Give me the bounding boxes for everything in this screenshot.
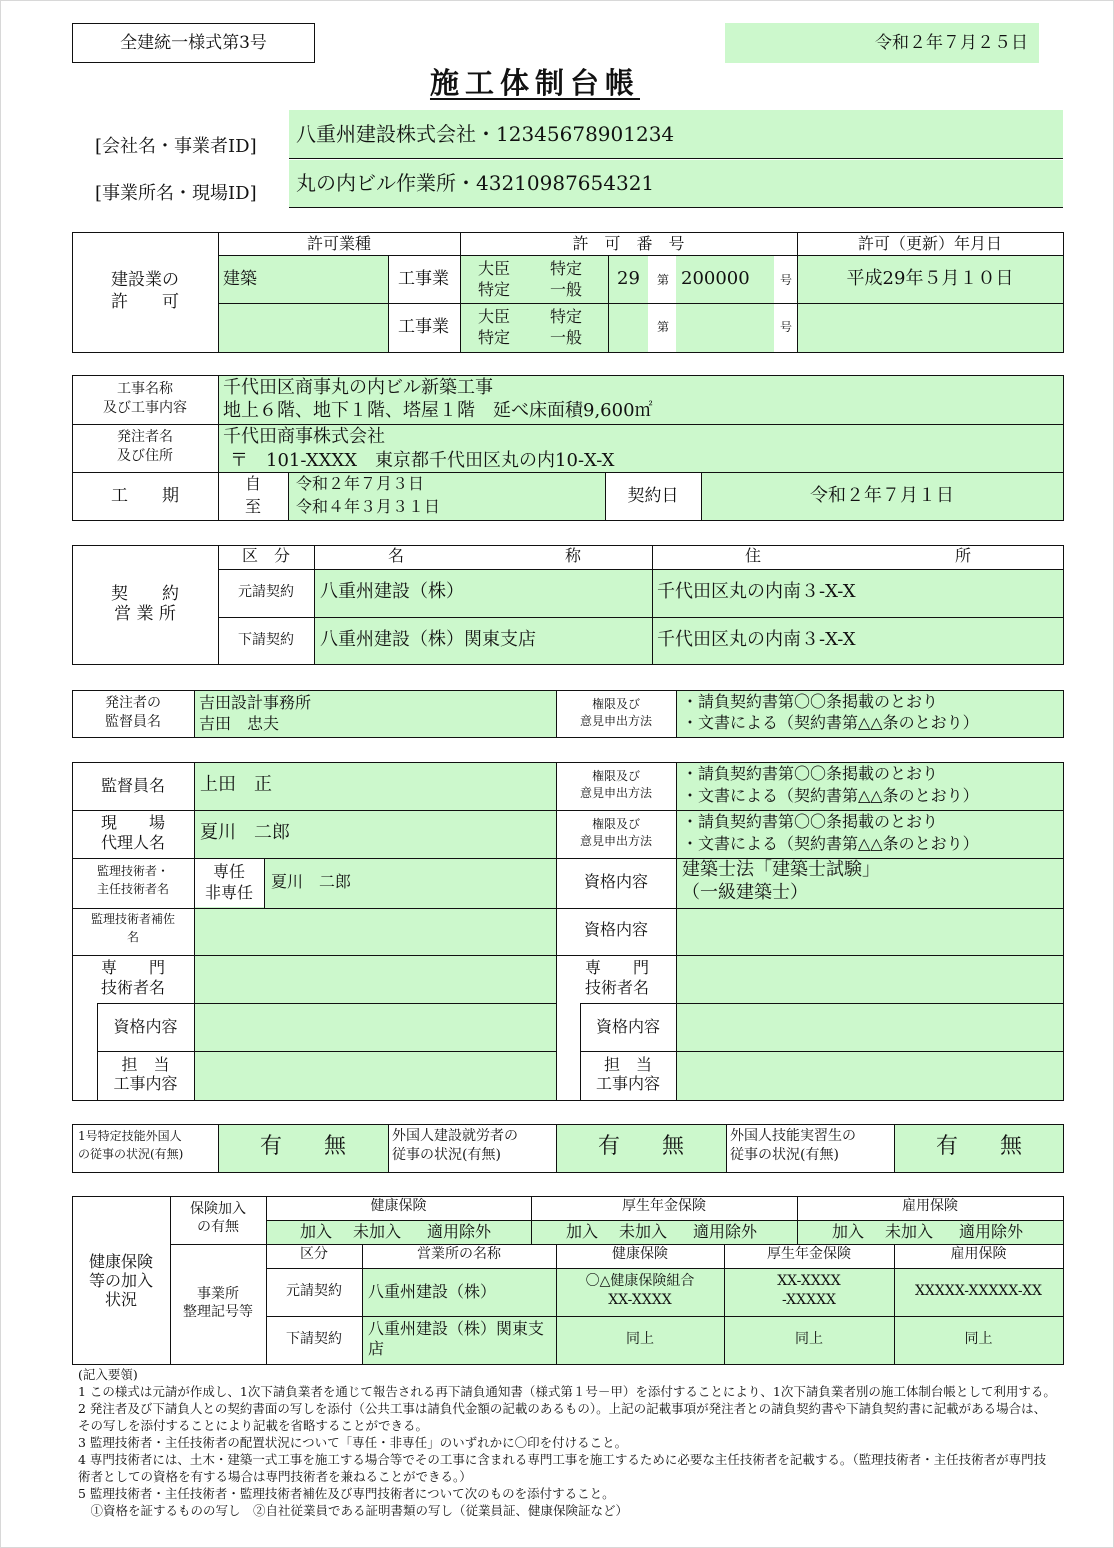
supervisor-name: 上田 正 bbox=[200, 774, 272, 795]
permit-col-date: 許可（更新）年月日 bbox=[857, 234, 1002, 253]
construction-content: 地上６階、地下１階、塔屋１階 延べ床面積9,600㎡ bbox=[223, 400, 653, 421]
instructions: (記入要領) 1 この様式は元請が作成し、1次下請負業者を通じて報告される再下請負通知書（様式第１号－甲）を添付することにより、1次下請負業者別の施工体制台帳として利用する。 2 発注者及び下請負人との契約書面の写しを添付（公共工事は請負代金額の記載のあるもの）。上記の記載事項が発注者との請負契約書や下請負契約書に記載がある場合は、その写しを添付することにより記載を省略することができる。 3 監理技術者・主任技術者の配置状況について「専任・非専任」のいずれかに〇印を付けること。 4 専門技術者には、土木・建築一式工事を施工する場合等でその工事に含まれる専門工事を施工するために必要な主任技術者を記載する。（監理技術者・主任技術者が専門技術者としての資格を有する場合は専門技術者を兼ねることができる。） 5 監理技術者・主任技術者・監理技術者補佐及び専門技術者について次のものを添付すること。 ①資格を証するものの写し ②自社従業員である証明書類の写し（従業員証、健康保険証など） bbox=[78, 1366, 1058, 1519]
notes-title: (記入要領) bbox=[78, 1367, 138, 1382]
permit-number: 200000 bbox=[681, 268, 750, 289]
client-supervisor-office: 吉田設計事務所 bbox=[199, 693, 312, 712]
client-supervisor-name: 吉田 忠夫 bbox=[199, 714, 280, 733]
period-end: 令和４年３月３１日 bbox=[296, 497, 441, 516]
site-agent-name: 夏川 二郎 bbox=[200, 822, 290, 843]
permit-label: 建設業の bbox=[111, 270, 179, 290]
sub-office-name: 八重州建設（株）関東支店 bbox=[320, 629, 536, 650]
full-time-option: 専任 bbox=[212, 862, 245, 881]
company-label: [会社名・事業者ID] bbox=[95, 136, 257, 157]
office-label: [事業所名・現場ID] bbox=[95, 183, 257, 204]
part-time-option: 非専任 bbox=[204, 883, 253, 902]
permit-prefix: 29 bbox=[617, 268, 640, 289]
foreign-workers-table bbox=[72, 1124, 1064, 1173]
office-value: 丸の内ビル作業所・43210987654321 bbox=[296, 171, 655, 195]
sub-office-address: 千代田区丸の内南３-X-X bbox=[657, 629, 856, 650]
form-number: 全建統一様式第3号 bbox=[120, 33, 267, 53]
prime-office-address: 千代田区丸の内南３-X-X bbox=[657, 581, 856, 602]
permit-type: 建築 bbox=[223, 269, 257, 289]
client-address: 〒 101-XXXX 東京都千代田区丸の内10-X-X bbox=[230, 450, 615, 471]
construction-name: 千代田区商事丸の内ビル新築工事 bbox=[223, 377, 493, 398]
contract-date: 令和２年７月１日 bbox=[810, 485, 954, 506]
prime-office-name: 八重州建設（株） bbox=[320, 581, 464, 602]
page-title: 施工体制台帳 bbox=[429, 66, 640, 100]
header-date: 令和２年７月２５日 bbox=[875, 33, 1028, 53]
company-value: 八重州建設株式会社・12345678901234 bbox=[296, 122, 675, 146]
permit-col-number: 許 可 番 号 bbox=[572, 234, 685, 253]
permit-col-type: 許可業種 bbox=[306, 234, 371, 253]
period-start: 令和２年７月３日 bbox=[296, 474, 425, 493]
engineer-qualification: 建築士法「建築士試験」 bbox=[682, 859, 880, 880]
engineer-name: 夏川 二郎 bbox=[271, 872, 352, 891]
client-name: 千代田商事株式会社 bbox=[223, 426, 385, 447]
permit-date: 平成29年５月１０日 bbox=[846, 268, 1014, 289]
